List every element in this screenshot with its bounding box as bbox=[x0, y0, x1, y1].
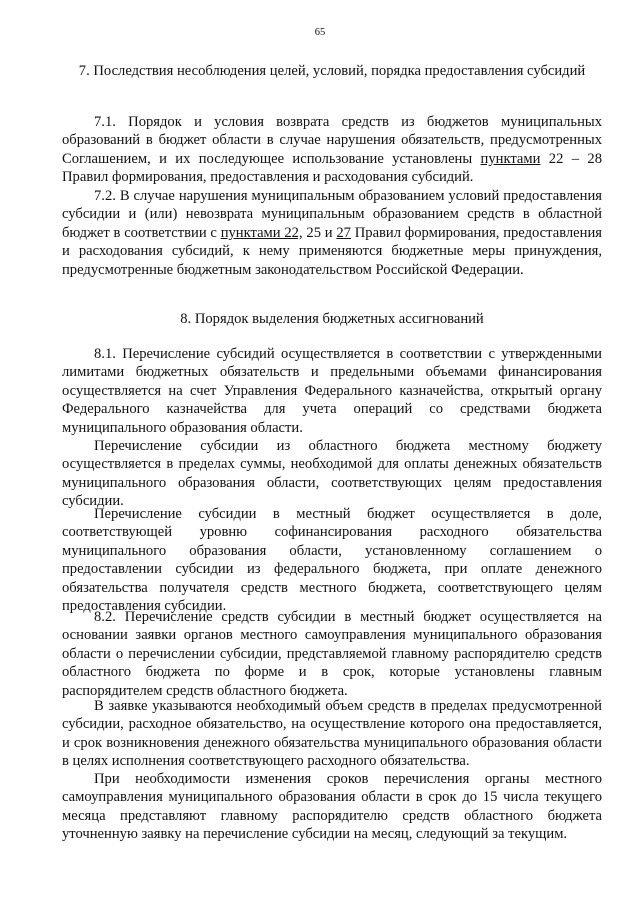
text-run: 7.1. Порядок и условия возврата средств из бюджетов муниципальных образований в бюджет области в случае нарушения обязательств, предусмотренных Соглашением, и их последующее использование установлены bbox=[62, 114, 602, 167]
paragraph-8-2: 8.2. Перечисление средств субсидии в местный бюджет осуществляется на основании заявки органов местного самоуправления муниципального образования области о перечислении субсидии, представляемой главному распорядителю средств областного бюджета по форме и в срок, которые установлены главным распорядителем средств областного бюджета. bbox=[62, 609, 602, 699]
paragraph-8-1-share: Перечисление субсидии в местный бюджет осуществляется в доле, соответствующей уровню софинансирования расходного обязательства муниципального образования области, установленному соглашением о предоставлении субсидии из федерального бюджета, при оплате денежного обязательства получателя средств местного бюджета, соответствующего целям предоставления субсидии. bbox=[62, 506, 602, 615]
link-27[interactable]: 27 bbox=[336, 224, 351, 241]
paragraph-7-1 bbox=[62, 113, 602, 187]
text-run: 25 и bbox=[302, 224, 337, 241]
section-7-heading: 7. Последствия несоблюдения целей, условий, порядка предоставления субсидий bbox=[78, 63, 586, 79]
link-punktami-22[interactable]: пунктами 22, bbox=[220, 224, 303, 241]
text-run: 7.2. В случае нарушения муниципальным образованием условий предоставления субсидии и (или) невозврата муниципальным образованием средств в областной бюджет в соответствии с bbox=[62, 188, 602, 241]
text-run: 22 – 28 Правил формирования, предоставления и расходования субсидий. bbox=[62, 150, 603, 186]
page-number: 65 bbox=[314, 27, 326, 38]
paragraph-7-2 bbox=[62, 187, 602, 279]
section-8-heading: 8. Порядок выделения бюджетных ассигнований bbox=[180, 311, 484, 327]
paragraph-8-2-deadline: При необходимости изменения сроков перечисления органы местного самоуправления муниципального образования области в срок до 15 числа текущего месяца представляют главному распорядителю средств областного бюджета уточненную заявку на перечисление субсидии на месяц, следующий за текущим. bbox=[62, 771, 602, 843]
paragraph-8-2-request: В заявке указываются необходимый объем средств в пределах предусмотренной субсидии, расходное обязательство, на осуществление которого она предоставляется, и срок возникновения денежного обязательства муниципального образования области в целях исполнения соответствующего расходного обязательства. bbox=[62, 698, 602, 770]
link-punktami[interactable]: пунктами bbox=[480, 150, 541, 167]
paragraph-8-1: 8.1. Перечисление субсидий осуществляется в соответствии с утвержденными лимитами бюджетных обязательств и предельными объемами финансирования осуществляется на счет Управления Федерального казначейства, открытый органу Федерального казначейства для учета операций со средствами бюджета муниципального образования области. bbox=[62, 346, 602, 436]
paragraph-8-1-transfer: Перечисление субсидии из областного бюджета местному бюджету осуществляется в пределах суммы, необходимой для оплаты денежных обязательств муниципального образования области, соответствующих целям предоставления субсидии. bbox=[62, 438, 602, 510]
text-run: Правил формирования, предоставления и расходования субсидий, к нему применяются бюджетные меры принуждения, предусмотренные бюджетным законодательством Российской Федерации. bbox=[62, 224, 602, 278]
